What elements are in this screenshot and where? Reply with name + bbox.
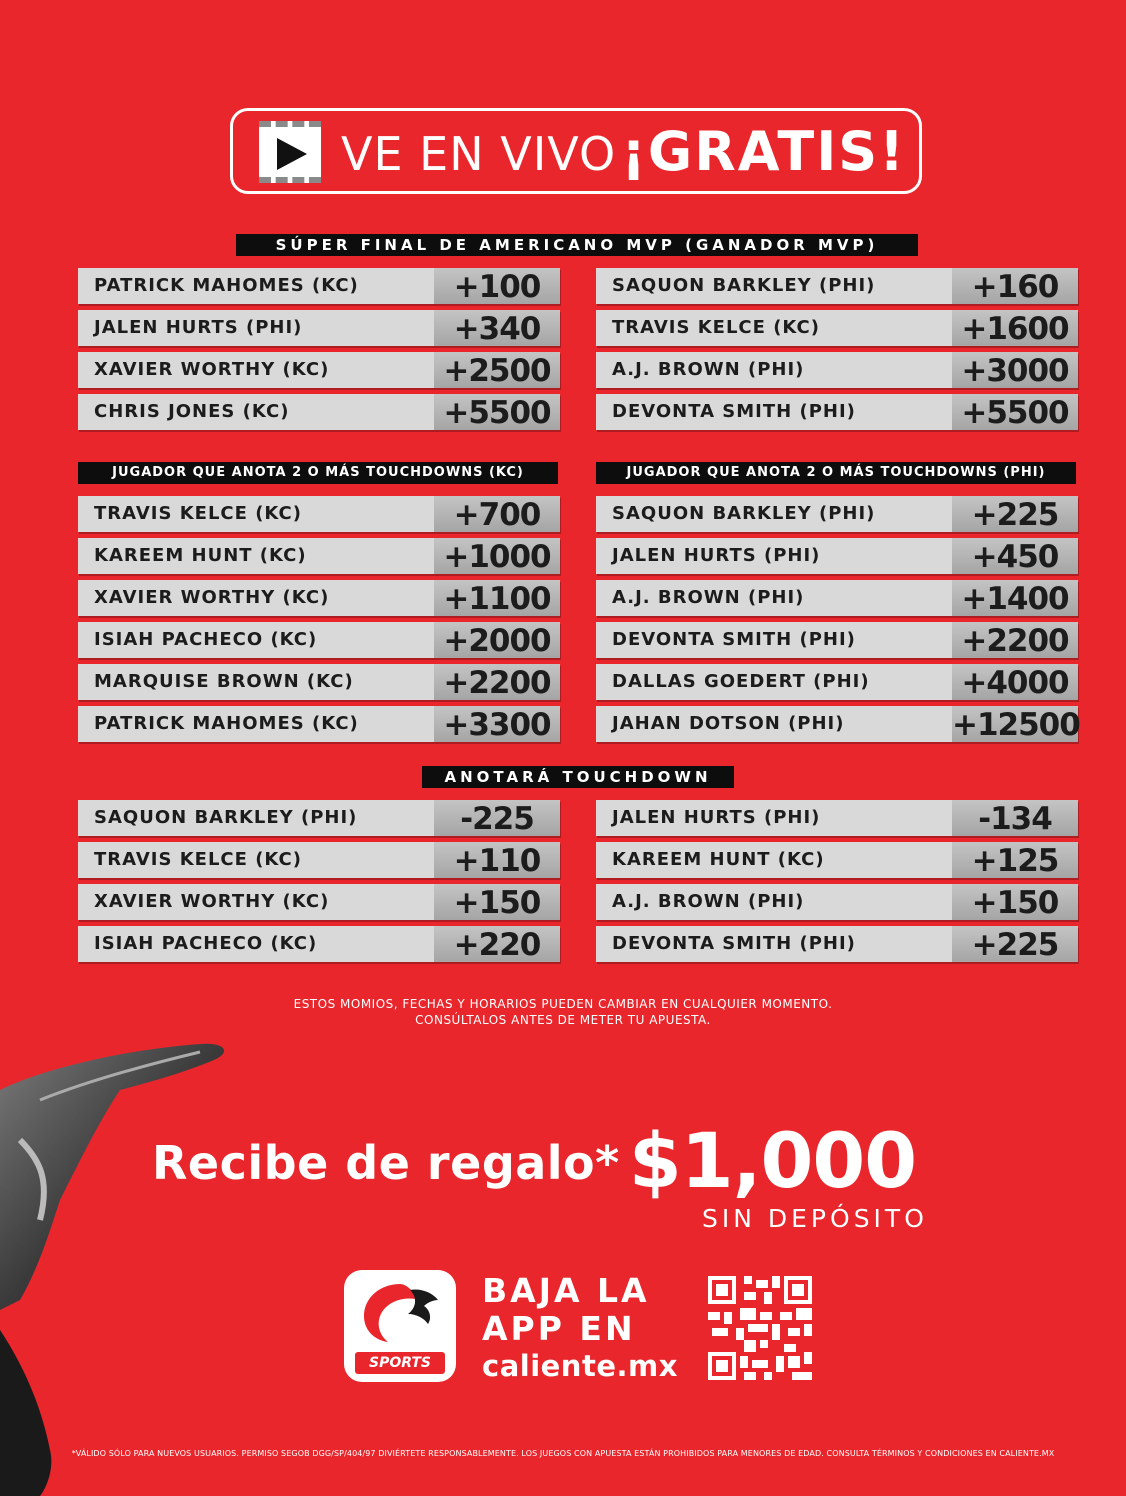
odds-value[interactable]: +450 [952, 538, 1078, 574]
two-td-phi-list [596, 496, 1078, 748]
player-name: MARQUISE BROWN (KC) [94, 671, 354, 692]
odds-value[interactable]: +340 [434, 310, 560, 346]
player-name: TRAVIS KELCE (KC) [94, 849, 302, 870]
play-film-icon [259, 121, 321, 183]
odds-value[interactable]: +2200 [952, 622, 1078, 658]
odds-value[interactable]: +150 [952, 884, 1078, 920]
player-name: A.J. BROWN (PHI) [612, 891, 805, 912]
app-download-cta[interactable] [482, 1272, 678, 1384]
odds-value[interactable]: +1600 [952, 310, 1078, 346]
odds-row[interactable] [78, 622, 560, 658]
player-name: JAHAN DOTSON (PHI) [612, 713, 845, 734]
player-name: PATRICK MAHOMES (KC) [94, 275, 359, 296]
odds-row[interactable] [596, 884, 1078, 920]
odds-row[interactable] [78, 842, 560, 878]
player-name: DEVONTA SMITH (PHI) [612, 933, 856, 954]
odds-row[interactable] [78, 884, 560, 920]
player-name: CHRIS JONES (KC) [94, 401, 290, 422]
odds-value[interactable]: +3000 [952, 352, 1078, 388]
odds-value[interactable]: +150 [434, 884, 560, 920]
player-name: TRAVIS KELCE (KC) [94, 503, 302, 524]
arm-image [0, 1330, 60, 1496]
caliente-horse-icon [354, 1278, 446, 1344]
banner-title [341, 119, 906, 198]
app-cta-line-2: APP EN [482, 1309, 636, 1348]
player-name: DALLAS GOEDERT (PHI) [612, 671, 870, 692]
odds-row[interactable] [596, 664, 1078, 700]
odds-row[interactable] [78, 664, 560, 700]
promo-sub: SIN DEPÓSITO [702, 1204, 928, 1233]
odds-value[interactable]: +125 [952, 842, 1078, 878]
odds-row[interactable] [78, 706, 560, 742]
odds-value[interactable]: +110 [434, 842, 560, 878]
player-name: A.J. BROWN (PHI) [612, 359, 805, 380]
odds-row[interactable] [78, 538, 560, 574]
player-name: SAQUON BARKLEY (PHI) [94, 807, 358, 828]
odds-row[interactable] [596, 538, 1078, 574]
odds-value[interactable]: +225 [952, 926, 1078, 962]
player-name: KAREEM HUNT (KC) [94, 545, 307, 566]
odds-value[interactable]: +5500 [434, 394, 560, 430]
odds-value[interactable]: +2200 [434, 664, 560, 700]
odds-row[interactable] [78, 926, 560, 962]
odds-value[interactable]: +4000 [952, 664, 1078, 700]
odds-row[interactable] [78, 394, 560, 430]
odds-row[interactable] [78, 496, 560, 532]
player-name: XAVIER WORTHY (KC) [94, 891, 330, 912]
odds-row[interactable] [78, 310, 560, 346]
odds-value[interactable]: +1100 [434, 580, 560, 616]
odds-value[interactable]: +100 [434, 268, 560, 304]
player-name: XAVIER WORTHY (KC) [94, 359, 330, 380]
odds-disclaimer [0, 996, 1126, 1028]
disclaimer-line-1: ESTOS MOMIOS, FECHAS Y HORARIOS PUEDEN CAMBIAR EN CUALQUIER MOMENTO. [293, 997, 833, 1011]
odds-value[interactable]: +220 [434, 926, 560, 962]
promo-lead: Recibe de regalo* [152, 1136, 620, 1190]
player-name: PATRICK MAHOMES (KC) [94, 713, 359, 734]
logo-sports-tag: SPORTS [355, 1352, 445, 1374]
mvp-section-title: SÚPER FINAL DE AMERICANO MVP (GANADOR MVP) [236, 234, 918, 256]
promo-headline [152, 1116, 916, 1205]
two-td-phi-title: JUGADOR QUE ANOTA 2 O MÁS TOUCHDOWNS (PHI) [596, 462, 1076, 484]
player-name: DEVONTA SMITH (PHI) [612, 629, 856, 650]
caliente-sports-logo[interactable] [344, 1270, 456, 1382]
odds-row[interactable] [596, 580, 1078, 616]
player-name: SAQUON BARKLEY (PHI) [612, 275, 876, 296]
odds-row[interactable] [596, 394, 1078, 430]
odds-row[interactable] [78, 268, 560, 304]
odds-value[interactable]: +225 [952, 496, 1078, 532]
mvp-left-list [78, 268, 560, 436]
player-name: KAREEM HUNT (KC) [612, 849, 825, 870]
odds-row[interactable] [596, 496, 1078, 532]
odds-value[interactable]: +160 [952, 268, 1078, 304]
odds-row[interactable] [78, 580, 560, 616]
odds-row[interactable] [596, 706, 1078, 742]
anytime-td-title: ANOTARÁ TOUCHDOWN [422, 766, 734, 788]
odds-row[interactable] [78, 352, 560, 388]
player-name: TRAVIS KELCE (KC) [612, 317, 820, 338]
app-cta-url[interactable]: caliente.mx [482, 1349, 678, 1383]
player-name: XAVIER WORTHY (KC) [94, 587, 330, 608]
player-name: DEVONTA SMITH (PHI) [612, 401, 856, 422]
odds-row[interactable] [78, 800, 560, 836]
odds-row[interactable] [596, 310, 1078, 346]
odds-value[interactable]: +3300 [434, 706, 560, 742]
player-name: ISIAH PACHECO (KC) [94, 629, 318, 650]
odds-value[interactable]: +5500 [952, 394, 1078, 430]
app-cta-line-1: BAJA LA [482, 1271, 650, 1310]
odds-row[interactable] [596, 842, 1078, 878]
odds-row[interactable] [596, 800, 1078, 836]
odds-row[interactable] [596, 268, 1078, 304]
anytime-td-right-list [596, 800, 1078, 968]
odds-value[interactable]: +1400 [952, 580, 1078, 616]
live-stream-banner[interactable] [230, 108, 922, 194]
odds-row[interactable] [596, 926, 1078, 962]
qr-code-icon[interactable] [708, 1276, 812, 1380]
banner-live-text: VE EN VIVO [341, 127, 617, 181]
two-td-kc-list [78, 496, 560, 748]
player-name: A.J. BROWN (PHI) [612, 587, 805, 608]
banner-free-text: ¡GRATIS! [621, 120, 906, 183]
odds-value[interactable]: +2000 [434, 622, 560, 658]
player-name: JALEN HURTS (PHI) [612, 545, 821, 566]
promo-amount: $1,000 [628, 1116, 917, 1205]
legal-fine-print: *VÁLIDO SÓLO PARA NUEVOS USUARIOS. PERMISO SEGOB DGG/SP/404/97 DIVIÉRTETE RESPONSABLEMENTE. LOS JUEGOS CON APUESTA ESTÁN PROHIBIDOS PARA MENORES DE EDAD. CONSULTA TÉRMINOS Y CONDICIONES EN CALIENTE.MX [71, 1449, 1055, 1458]
odds-value[interactable]: -134 [952, 800, 1078, 836]
odds-value[interactable]: +1000 [434, 538, 560, 574]
player-name: JALEN HURTS (PHI) [612, 807, 821, 828]
two-td-kc-title: JUGADOR QUE ANOTA 2 O MÁS TOUCHDOWNS (KC) [78, 462, 558, 484]
mvp-right-list [596, 268, 1078, 436]
player-name: JALEN HURTS (PHI) [94, 317, 303, 338]
odds-value[interactable]: +12500 [952, 707, 1080, 743]
odds-value[interactable]: +2500 [434, 352, 560, 388]
anytime-td-left-list [78, 800, 560, 968]
odds-value[interactable]: -225 [434, 800, 560, 836]
odds-row[interactable] [596, 352, 1078, 388]
player-name: ISIAH PACHECO (KC) [94, 933, 318, 954]
player-name: SAQUON BARKLEY (PHI) [612, 503, 876, 524]
disclaimer-line-2: CONSÚLTALOS ANTES DE METER TU APUESTA. [415, 1013, 711, 1027]
odds-value[interactable]: +700 [434, 496, 560, 532]
odds-row[interactable] [596, 622, 1078, 658]
